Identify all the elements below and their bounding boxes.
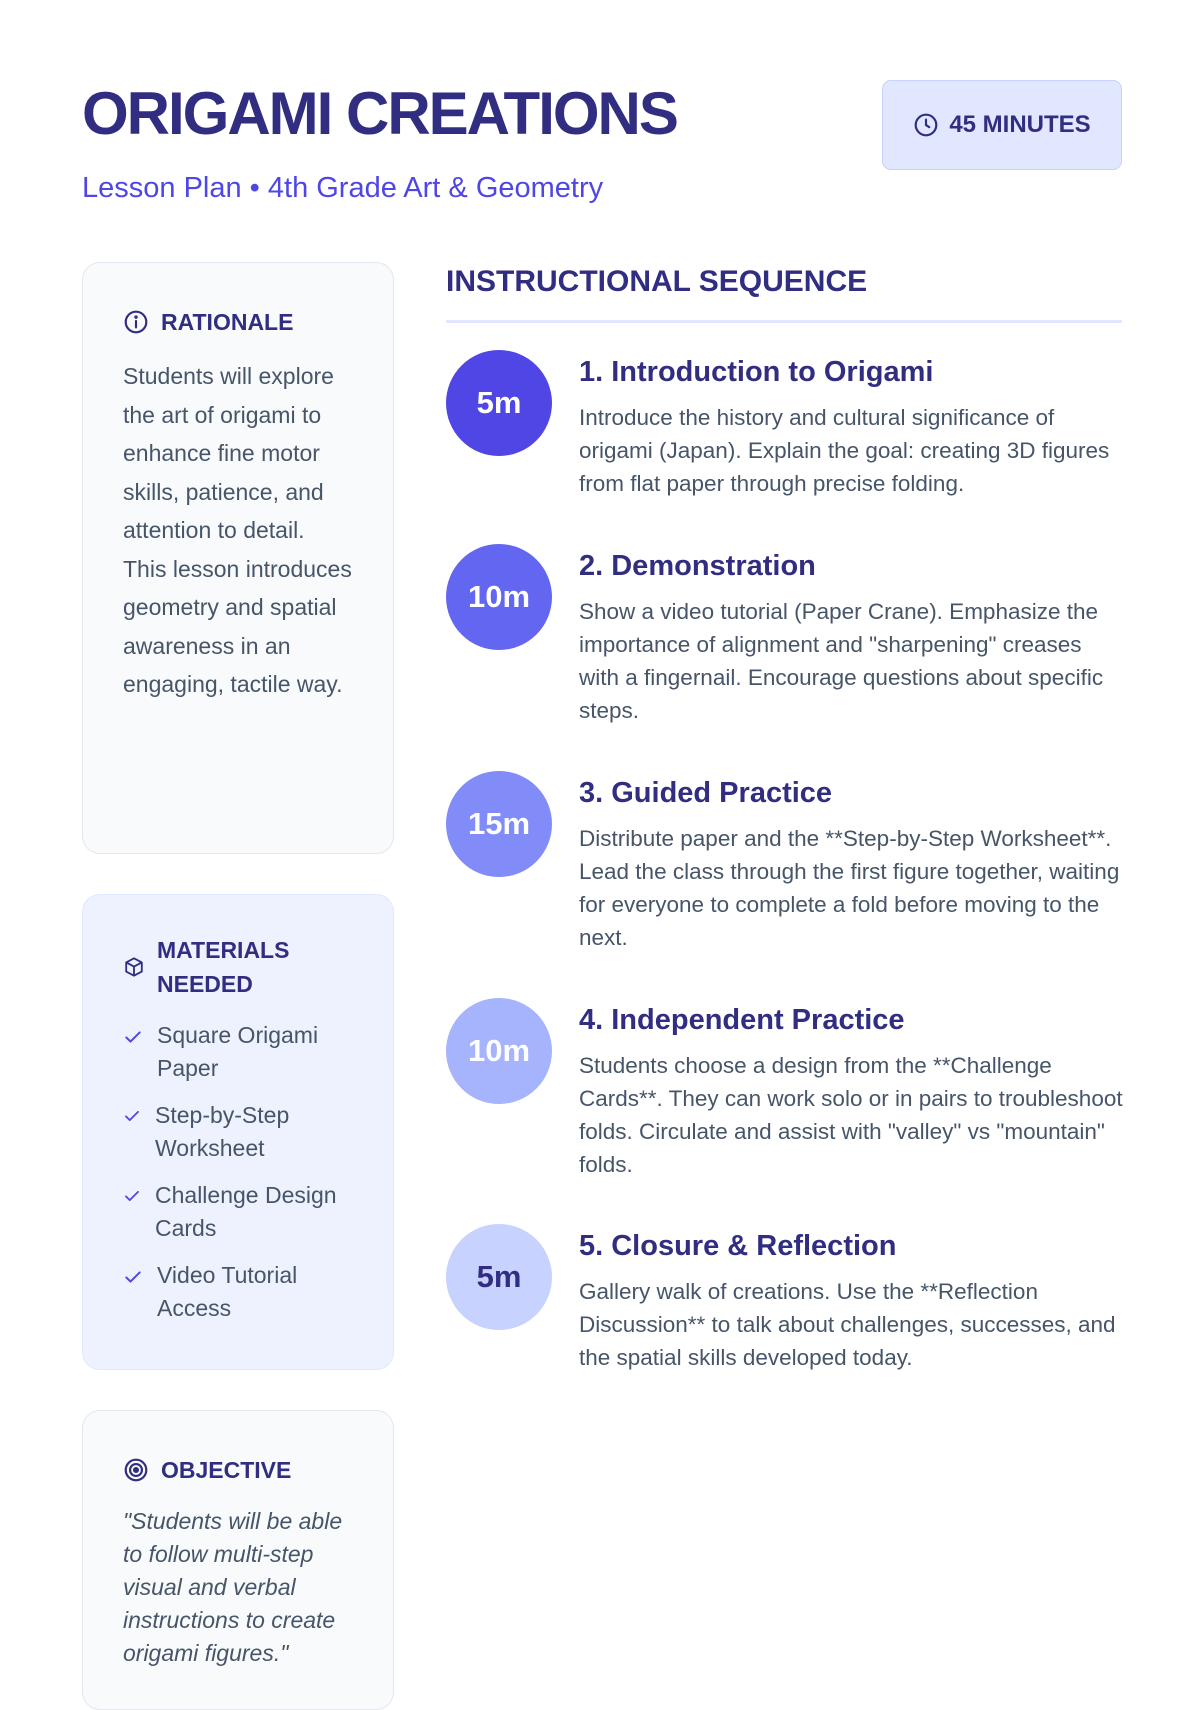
rationale-heading [123, 305, 353, 339]
step-description: Gallery walk of creations. Use the **Reflection Discussion** to talk about challenges, successes, and the spatial skills developed today. [579, 1279, 1116, 1370]
step-description: Introduce the history and cultural significance of origami (Japan). Explain the goal: creating 3D figures from flat paper through precise folding. [579, 405, 1110, 496]
rationale-heading-label: RATIONALE [161, 309, 294, 335]
step-title: 1. Introduction to Origami [579, 356, 934, 388]
objective-text: "Students will be able to follow multi-step visual and verbal instructions to create origami figures." [123, 1508, 343, 1666]
step-description: Students choose a design from the **Challenge Cards**. They can work solo or in pairs to troubleshoot folds. Circulate and assist with "valley" vs "mountain" folds. [579, 1053, 1123, 1177]
list-item [123, 1179, 353, 1245]
check-icon [123, 1267, 143, 1287]
materials-heading [123, 933, 353, 1001]
step-duration-badge: 5m [446, 1224, 552, 1330]
step-title: 4. Independent Practice [579, 1004, 905, 1036]
check-icon [123, 1187, 141, 1205]
material-label: Video Tutorial Access [157, 1262, 298, 1321]
step-duration-badge: 5m [446, 350, 552, 456]
target-icon [123, 1457, 149, 1483]
check-icon [123, 1107, 141, 1125]
list-item [123, 1019, 353, 1085]
sequence-heading: INSTRUCTIONAL SEQUENCE [446, 262, 1122, 323]
material-label: Square Origami Paper [157, 1022, 319, 1081]
list-item [123, 1259, 353, 1325]
duration-label: 45 MINUTES [949, 111, 1091, 138]
objective-heading [123, 1453, 353, 1487]
box-icon [123, 956, 145, 978]
step-duration-badge: 10m [446, 998, 552, 1104]
materials-heading-label: MATERIALS NEEDED [157, 937, 290, 997]
step-description: Distribute paper and the **Step-by-Step Worksheet**. Lead the class through the first figure together, waiting for everyone to complete a fold before moving to the next. [579, 826, 1120, 950]
step-duration-badge: 10m [446, 544, 552, 650]
step-description: Show a video tutorial (Paper Crane). Emphasize the importance of alignment and "sharpening" creases with a fingernail. Encourage questions about specific steps. [579, 599, 1104, 723]
page-subtitle: Lesson Plan • 4th Grade Art & Geometry [82, 172, 604, 204]
step-title: 5. Closure & Reflection [579, 1230, 897, 1262]
material-label: Step-by-Step Worksheet [155, 1102, 290, 1161]
rationale-text: Students will explore the art of origami to enhance fine motor skills, patience, and attention to detail. This lesson introduces geometry and spatial awareness in an engaging, tactile way. [123, 363, 352, 697]
clock-icon [913, 112, 939, 138]
materials-list [123, 1019, 353, 1325]
lesson-header [82, 80, 1122, 210]
objective-heading-label: OBJECTIVE [161, 1457, 292, 1483]
check-icon [123, 1027, 143, 1047]
duration-badge [882, 80, 1122, 170]
material-label: Challenge Design Cards [155, 1182, 337, 1241]
list-item [123, 1099, 353, 1165]
step-duration-badge: 15m [446, 771, 552, 877]
step-title: 2. Demonstration [579, 550, 816, 582]
rationale-card [82, 262, 394, 854]
step-title: 3. Guided Practice [579, 777, 833, 809]
instructional-sequence [446, 262, 1122, 323]
materials-card [82, 894, 394, 1370]
page-title: ORIGAMI CREATIONS [82, 80, 677, 147]
info-icon [123, 309, 149, 335]
objective-card [82, 1410, 394, 1710]
